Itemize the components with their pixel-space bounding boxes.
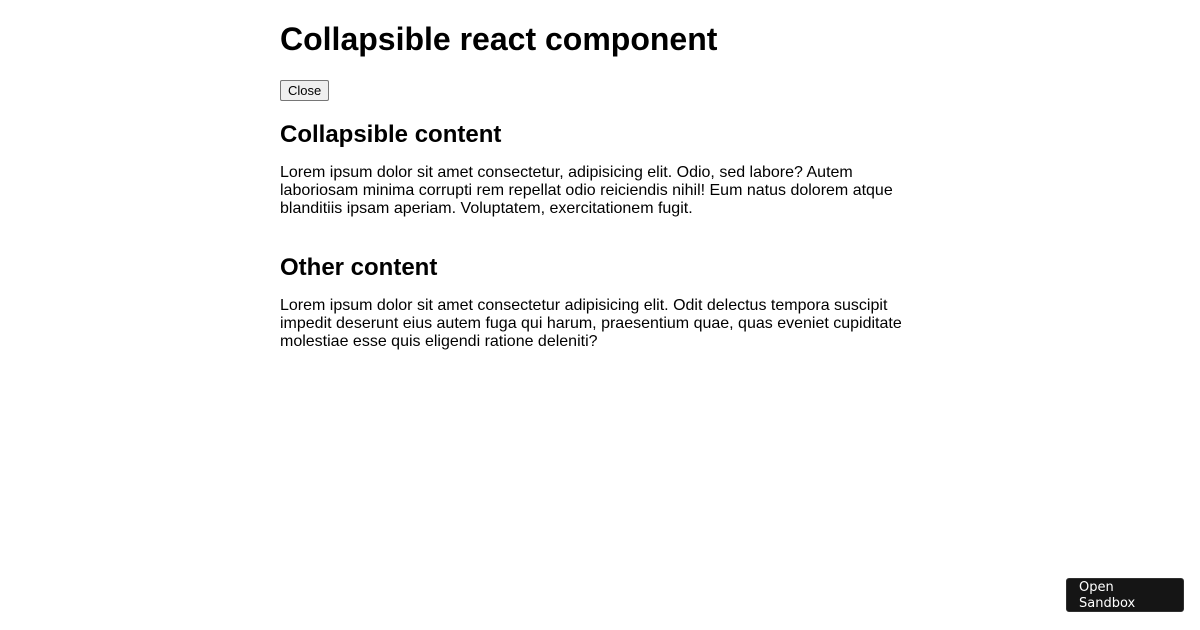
other-section — [280, 254, 920, 351]
main-content — [280, 0, 920, 351]
open-sandbox-button[interactable]: Open Sandbox — [1066, 578, 1184, 612]
collapsible-heading: Collapsible content — [280, 121, 502, 148]
collapsible-text: Lorem ipsum dolor sit amet consectetur, adipisicing elit. Odio, sed labore? Autem laboriosam minima corrupti rem repellat odio reiciendis nihil! Eum natus dolorem atque blanditiis ipsam aperiam. Voluptatem, exercitationem fugit. — [280, 164, 893, 217]
other-text: Lorem ipsum dolor sit amet consectetur adipisicing elit. Odit delectus tempora suscipit impedit deserunt eius autem fuga qui harum, praesentium quae, quas eveniet cupiditate molestiae esse quis eligendi ratione deleniti? — [280, 297, 902, 350]
collapsible-section — [280, 121, 920, 218]
other-heading: Other content — [280, 254, 438, 281]
page-title: Collapsible react component — [280, 21, 718, 57]
close-button[interactable]: Close — [280, 80, 329, 101]
